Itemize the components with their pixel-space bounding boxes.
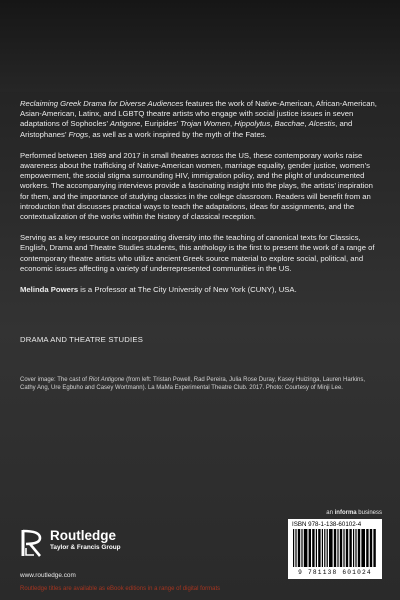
barcode-bar <box>301 529 302 567</box>
barcode-bar <box>355 529 356 567</box>
author-name: Melinda Powers <box>20 285 79 295</box>
publisher-website: www.routledge.com <box>20 572 76 579</box>
author-bio-text: is a Professor at The City University of New York (CUNY), USA. <box>78 285 297 295</box>
isbn-barcode <box>288 519 382 579</box>
play-title: Bacchae <box>274 119 305 129</box>
caption-text: (from left: Tristan Powell, Rad Pereira, Julia Rose Duray, Kasey Huizinga, Lauren Harkins, Cathy Ang, Ure Egbuho and Casey Wortmann). La MaMa Experimental Theatre Club. 2017. Photo: Courtesy of Minji Lee. <box>20 377 366 392</box>
subject-category: DRAMA AND THEATRE STUDIES <box>20 335 144 345</box>
author-bio <box>20 285 382 295</box>
blurb-paragraph-2: Performed between 1989 and 2017 in small theatres across the US, these contemporary works raise awareness about the trafficking of Native-American women, marriage equality, gender justice, women’s empowerment, the social stigma surrounding HIV, immigration policy, and the plight of undocumented workers. The accompanying interviews provide a fascinating insight into the plays, the artists’ inspiration for them, and the importance of studying classics in the college classroom. Readers will benefit from an introduction that discusses practical ways to teach the adaptations, ideas for assignments, and the contextualization of the works within the history of classical reception. <box>20 150 373 222</box>
play-title: Frogs <box>68 129 89 139</box>
barcode-bar <box>334 529 336 567</box>
barcode-bar <box>324 529 325 567</box>
text-run: , <box>304 119 309 129</box>
barcode-bar <box>370 529 372 567</box>
text-run: , and Aristophanes’ <box>20 119 353 139</box>
play-title: Antigone <box>109 119 141 129</box>
text-run: , <box>230 119 235 129</box>
barcode-bar <box>316 529 317 567</box>
barcode-bar <box>358 529 360 567</box>
text-run: , <box>270 119 275 129</box>
barcode-bar <box>327 529 328 567</box>
barcode-bar <box>322 529 323 567</box>
book-title-ref: Reclaiming Greek Drama for Diverse Audiences <box>20 99 184 108</box>
barcode-bar <box>340 529 342 567</box>
barcode-bar <box>295 529 296 567</box>
barcode-digits: 9 781138 601024 <box>298 569 372 576</box>
cover-image-caption <box>20 376 382 392</box>
play-title: Alcestis <box>308 119 336 129</box>
barcode-bar <box>373 529 375 567</box>
informa-prefix: an <box>326 510 335 516</box>
barcode-bar <box>298 529 300 567</box>
barcode-bar <box>312 529 314 567</box>
barcode-bar <box>337 529 338 567</box>
informa-brand: informa <box>334 510 357 516</box>
routledge-logo <box>20 528 150 564</box>
barcode-bar <box>329 529 333 567</box>
play-title: Hippolytus <box>234 119 271 129</box>
blurb-paragraph-3: Serving as a key resource on incorporating diversity into the teaching of canonical texts for Classics, English, Drama and Theatre Studies students, this anthology is the first to present the work of a range of contemporary theatre artists who utilize ancient Greek source material to explore social, political, and economic issues affecting a variety of underrepresented communities in the US. <box>20 233 375 273</box>
barcode-bar <box>346 529 348 567</box>
routledge-r-icon <box>20 528 46 558</box>
play-title: Trojan Women <box>180 119 230 129</box>
text-run: , as well as a work inspired by the myth of the Fates. <box>88 129 267 139</box>
cover-photo-band <box>0 0 400 92</box>
blurb-text <box>20 99 382 392</box>
barcode-bars <box>293 529 377 569</box>
ebook-note: Routledge titles are available as eBook editions in a range of digital formats <box>20 586 221 592</box>
publisher-name: Routledge <box>50 528 116 543</box>
blurb-paragraph-1 <box>20 99 382 140</box>
barcode-bar <box>343 529 344 567</box>
caption-text: Cover image: The cast of <box>20 377 89 384</box>
text-run: , Euripides’ <box>140 119 181 129</box>
barcode-bar <box>349 529 351 567</box>
isbn-number: ISBN 978-1-138-60102-4 <box>292 521 362 528</box>
barcode-bar <box>293 529 294 567</box>
barcode-bar <box>318 529 320 567</box>
text-run: features the work of Native-American, African-American, Asian-American, Latinx, and LGBTQ theatre artists who engage with social justice issues in seven adaptations of Sophocles’ <box>20 99 377 129</box>
informa-suffix: business <box>356 510 382 516</box>
barcode-bar <box>361 529 365 567</box>
publisher-group: Taylor & Francis Group <box>50 544 121 551</box>
caption-play-title: Riot Antigone <box>88 377 125 384</box>
barcode-bar <box>309 529 311 567</box>
barcode-bar <box>366 529 368 567</box>
barcode-bar <box>304 529 308 567</box>
barcode-bar <box>353 529 354 567</box>
informa-business <box>326 510 382 516</box>
